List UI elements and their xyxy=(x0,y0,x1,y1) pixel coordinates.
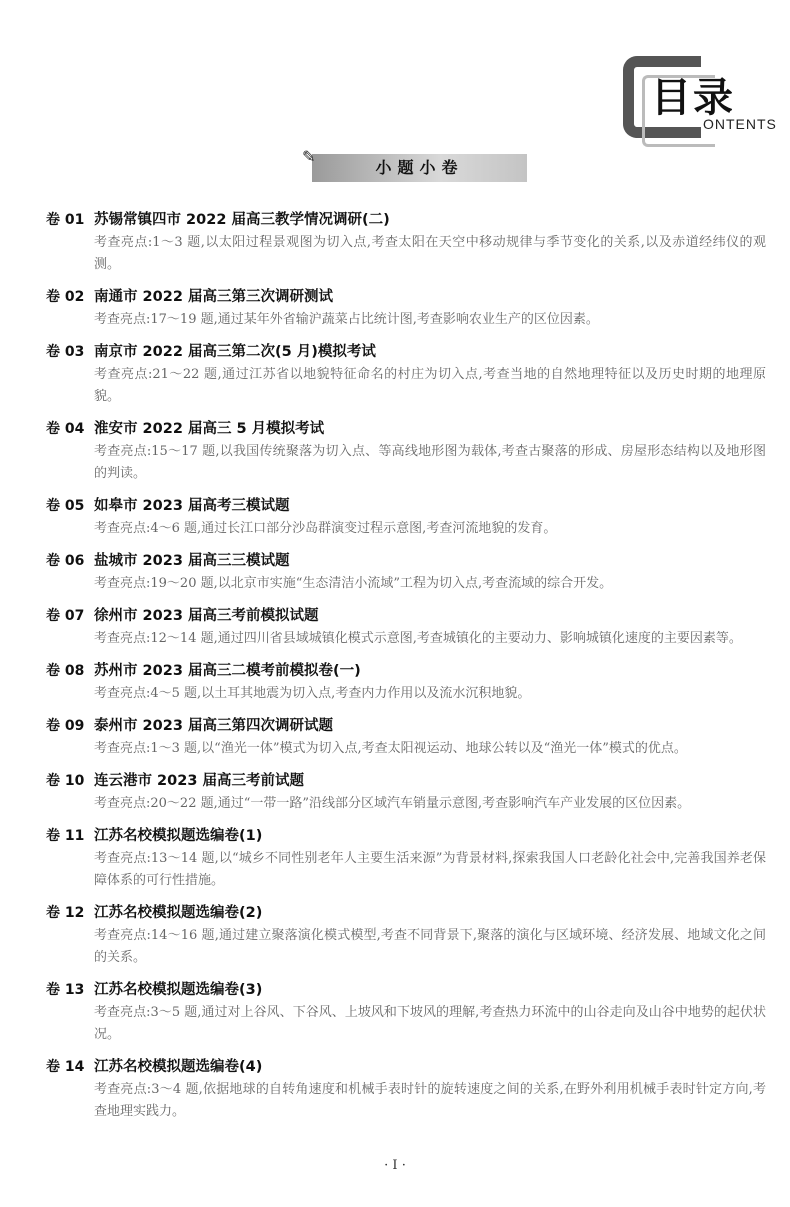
entry-head xyxy=(46,604,766,628)
entry-head xyxy=(46,659,766,683)
contents-logo xyxy=(623,56,783,146)
entry-head xyxy=(46,824,766,848)
entry-head xyxy=(46,549,766,573)
entry-description: 考查亮点:3～4 题,依据地球的自转角速度和机械手表时针的旋转速度之间的关系,在野外利用机械手表时针定方向,考查地理实践力。 xyxy=(94,1082,766,1119)
entry-description: 考查亮点:20～22 题,通过“一带一路”沿线部分区域汽车销量示意图,考查影响汽车产业发展的区位因素。 xyxy=(94,796,691,811)
pin-icon: ✎ xyxy=(302,147,316,166)
entry-head xyxy=(46,208,766,232)
entry-title[interactable]: 苏州市 2023 届高三二模考前模拟卷(一) xyxy=(94,663,361,679)
contents-entry[interactable] xyxy=(46,978,766,1046)
entry-title[interactable]: 连云港市 2023 届高三考前试题 xyxy=(94,773,304,789)
entry-description: 考查亮点:14～16 题,通过建立聚落演化模式模型,考查不同背景下,聚落的演化与区域环境、经济发展、地域文化之间的关系。 xyxy=(94,928,766,965)
entry-number: 卷 10 xyxy=(46,773,85,789)
entry-head xyxy=(46,1055,766,1079)
entry-number: 卷 02 xyxy=(46,289,85,305)
logo-subtitle: ONTENTS xyxy=(703,116,777,132)
entry-description: 考查亮点:15～17 题,以我国传统聚落为切入点、等高线地形图为载体,考查古聚落的形成、房屋形态结构以及地形图的判读。 xyxy=(94,444,766,481)
entry-head xyxy=(46,417,766,441)
entry-title[interactable]: 南通市 2022 届高三第三次调研测试 xyxy=(94,289,333,305)
entry-title[interactable]: 江苏名校模拟题选编卷(2) xyxy=(94,905,263,921)
contents-entry[interactable] xyxy=(46,824,766,892)
entry-title[interactable]: 徐州市 2023 届高三考前模拟试题 xyxy=(94,608,319,624)
contents-entry[interactable] xyxy=(46,901,766,969)
entry-description: 考查亮点:3～5 题,通过对上谷风、下谷风、上坡风和下坡风的理解,考查热力环流中的山谷走向及山谷中地势的起伏状况。 xyxy=(94,1005,766,1042)
entry-head xyxy=(46,901,766,925)
entry-number: 卷 01 xyxy=(46,212,85,228)
entry-description: 考查亮点:1～3 题,以“渔光一体”模式为切入点,考查太阳视运动、地球公转以及“渔光一体”模式的优点。 xyxy=(94,741,687,756)
entry-head xyxy=(46,769,766,793)
page-number: · Ⅰ · xyxy=(384,1158,406,1173)
entry-description: 考查亮点:4～5 题,以土耳其地震为切入点,考查内力作用以及流水沉积地貌。 xyxy=(94,686,531,701)
logo-title: 目录 xyxy=(651,74,735,121)
entry-number: 卷 14 xyxy=(46,1059,85,1075)
contents-entry[interactable] xyxy=(46,714,766,760)
contents-entry[interactable] xyxy=(46,417,766,485)
contents-entry[interactable] xyxy=(46,285,766,331)
entry-description: 考查亮点:17～19 题,通过某年外省输沪蔬菜占比统计图,考查影响农业生产的区位因素。 xyxy=(94,312,599,327)
contents-entry[interactable] xyxy=(46,208,766,276)
entry-title[interactable]: 江苏名校模拟题选编卷(4) xyxy=(94,1059,263,1075)
entry-title[interactable]: 泰州市 2023 届高三第四次调研试题 xyxy=(94,718,333,734)
contents-entry[interactable] xyxy=(46,604,766,650)
entry-title[interactable]: 淮安市 2022 届高三 5 月模拟考试 xyxy=(94,421,325,437)
entry-number: 卷 04 xyxy=(46,421,85,437)
entry-number: 卷 03 xyxy=(46,344,85,360)
contents-entry[interactable] xyxy=(46,549,766,595)
entry-head xyxy=(46,714,766,738)
entry-head xyxy=(46,494,766,518)
entry-title[interactable]: 苏锡常镇四市 2022 届高三教学情况调研(二) xyxy=(94,212,390,228)
contents-entry[interactable] xyxy=(46,769,766,815)
entry-number: 卷 06 xyxy=(46,553,85,569)
entry-head xyxy=(46,285,766,309)
section-banner xyxy=(302,147,527,184)
entry-title[interactable]: 盐城市 2023 届高三三模试题 xyxy=(94,553,290,569)
contents-entry[interactable] xyxy=(46,494,766,540)
entry-number: 卷 08 xyxy=(46,663,85,679)
entry-head xyxy=(46,340,766,364)
entry-description: 考查亮点:12～14 题,通过四川省县域城镇化模式示意图,考查城镇化的主要动力、影响城镇化速度的主要因素等。 xyxy=(94,631,742,646)
entry-description: 考查亮点:19～20 题,以北京市实施“生态清洁小流域”工程为切入点,考查流域的综合开发。 xyxy=(94,576,613,591)
entry-number: 卷 09 xyxy=(46,718,85,734)
entry-number: 卷 05 xyxy=(46,498,85,514)
entry-description: 考查亮点:21～22 题,通过江苏省以地貌特征命名的村庄为切入点,考查当地的自然地理特征以及历史时期的地理原貌。 xyxy=(94,367,766,404)
contents-list xyxy=(46,208,766,1132)
entry-title[interactable]: 南京市 2022 届高三第二次(5 月)模拟考试 xyxy=(94,344,376,360)
entry-number: 卷 07 xyxy=(46,608,85,624)
entry-description: 考查亮点:1～3 题,以太阳过程景观图为切入点,考查太阳在天空中移动规律与季节变化的关系,以及赤道经纬仪的观测。 xyxy=(94,235,766,272)
entry-number: 卷 12 xyxy=(46,905,85,921)
entry-title[interactable]: 江苏名校模拟题选编卷(1) xyxy=(94,828,263,844)
entry-number: 卷 13 xyxy=(46,982,85,998)
section-title: 小题小卷 xyxy=(375,158,464,177)
entry-description: 考查亮点:13～14 题,以“城乡不同性别老年人主要生活来源”为背景材料,探索我国人口老龄化社会中,完善我国养老保障体系的可行性措施。 xyxy=(94,851,766,888)
entry-title[interactable]: 江苏名校模拟题选编卷(3) xyxy=(94,982,263,998)
entry-head xyxy=(46,978,766,1002)
entry-title[interactable]: 如皋市 2023 届高考三模试题 xyxy=(94,498,290,514)
contents-entry[interactable] xyxy=(46,340,766,408)
entry-number: 卷 11 xyxy=(46,828,85,844)
contents-entry[interactable] xyxy=(46,659,766,705)
entry-description: 考查亮点:4～6 题,通过长江口部分沙岛群演变过程示意图,考查河流地貌的发育。 xyxy=(94,521,557,536)
contents-entry[interactable] xyxy=(46,1055,766,1123)
